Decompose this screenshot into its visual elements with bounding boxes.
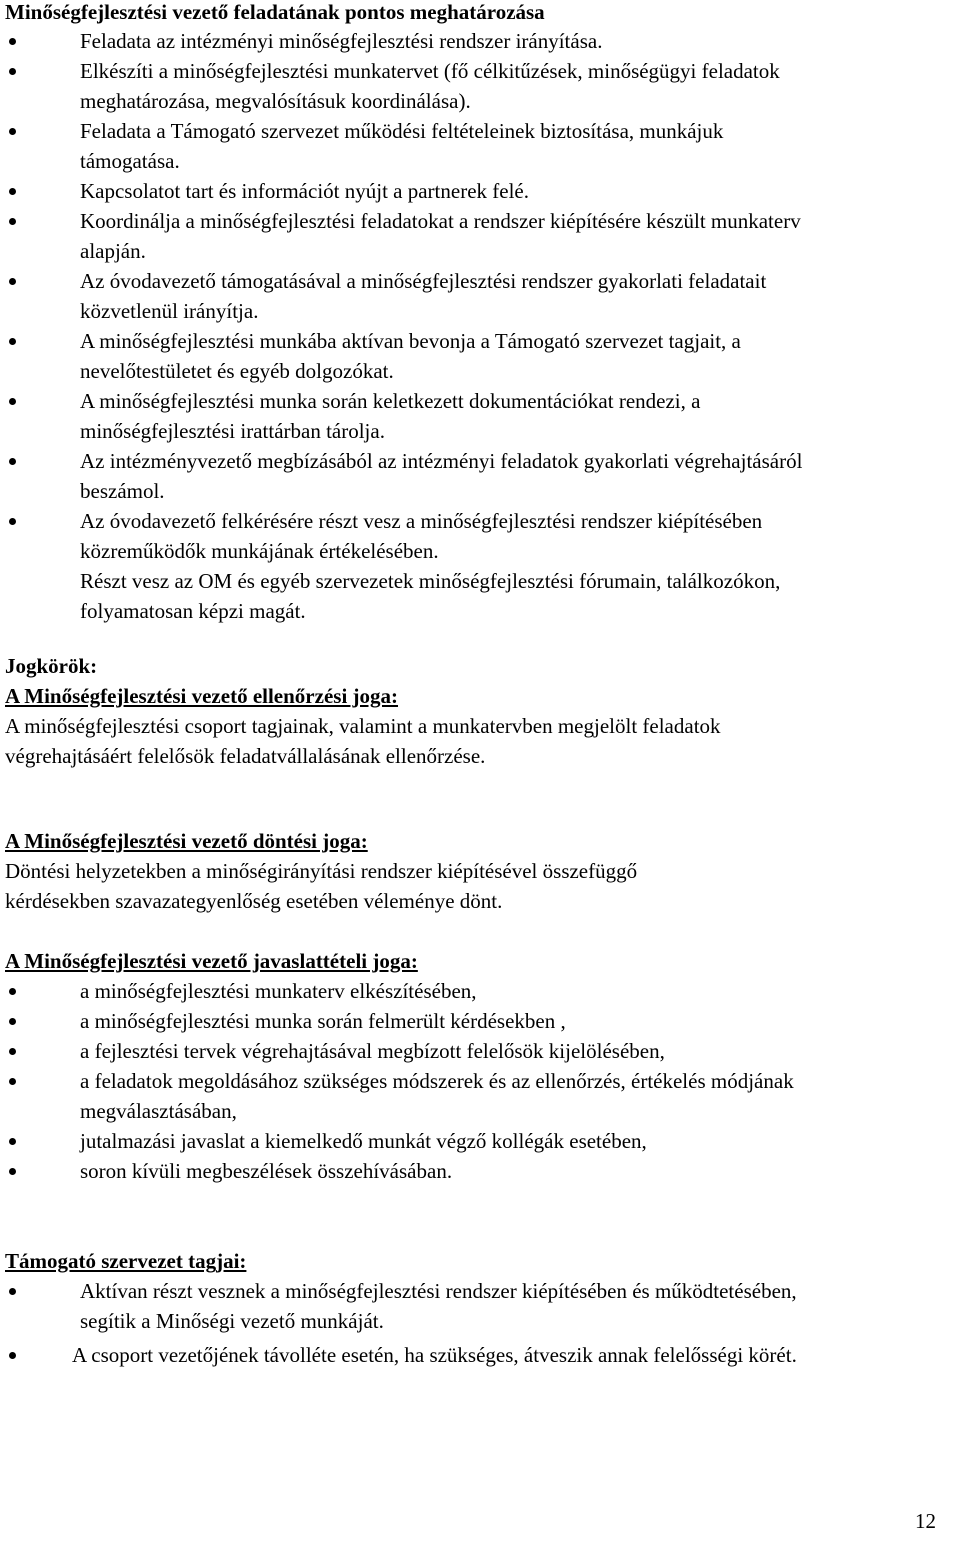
bullet-dot: [9, 188, 16, 195]
bullet-dot: [9, 68, 16, 75]
proposal-item: a minőségfejlesztési munka során felmerült kérdésekben ,: [80, 1009, 566, 1033]
duty-item-continuation: meghatározása, megvalósításuk koordinálása).: [80, 89, 471, 113]
proposal-item: soron kívüli megbeszélések összehívásában.: [80, 1159, 453, 1183]
duty-item-continuation: beszámol.: [80, 479, 165, 503]
bullet-dot: [9, 1138, 16, 1145]
bullet-dot: [9, 278, 16, 285]
proposal-item: a minőségfejlesztési munkaterv elkészítésében,: [80, 979, 477, 1003]
bullet-dot: [9, 988, 16, 995]
support-item: A csoport vezetőjének távolléte esetén, ha szükséges, átveszik annak felelősségi körét.: [72, 1343, 797, 1367]
rights-heading: Jogkörök:: [5, 654, 98, 678]
duty-item: Az óvodavezető támogatásával a minőségfejlesztési rendszer gyakorlati feladatait: [80, 269, 767, 293]
bullet-dot: [9, 128, 16, 135]
duty-item-continuation: minőségfejlesztési irattárban tárolja.: [80, 419, 385, 443]
page-number: 12: [915, 1509, 936, 1533]
duty-item: A minőségfejlesztési munkába aktívan bevonja a Támogató szervezet tagjait, a: [80, 329, 741, 353]
duty-item-continuation: folyamatosan képzi magát.: [80, 599, 306, 623]
duty-item: Az intézményvezető megbízásából az intézményi feladatok gyakorlati végrehajtásáról: [80, 449, 803, 473]
bullet-dot: [9, 218, 16, 225]
support-item-continuation: segítik a Minőségi vezető munkáját.: [80, 1309, 384, 1333]
decision-text-line: Döntési helyzetekben a minőségirányítási rendszer kiépítésével összefüggő: [5, 859, 638, 883]
duty-item: A minőségfejlesztési munka során keletkezett dokumentációkat rendezi, a: [80, 389, 701, 413]
bullet-dot: [9, 338, 16, 345]
bullet-dot: [9, 518, 16, 525]
duty-item-continuation: alapján.: [80, 239, 146, 263]
bullet-dot: [9, 458, 16, 465]
bullet-dot: [9, 38, 16, 45]
duty-item-continuation: nevelőtestületet és egyéb dolgozókat.: [80, 359, 394, 383]
proposal-item: a feladatok megoldásához szükséges módszerek és az ellenőrzés, értékelés módjának: [80, 1069, 794, 1093]
decision-text-line: kérdésekben szavazategyenlőség esetében véleménye dönt.: [5, 889, 503, 913]
main-heading: Minőségfejlesztési vezető feladatának pontos meghatározása: [5, 0, 545, 24]
duty-item: Az óvodavezető felkérésére részt vesz a minőségfejlesztési rendszer kiépítésében: [80, 509, 763, 533]
bullet-dot: [9, 1018, 16, 1025]
support-heading: Támogató szervezet tagjai:: [5, 1249, 247, 1273]
bullet-dot: [9, 1048, 16, 1055]
proposal-item: a fejlesztési tervek végrehajtásával megbízott felelősök kijelölésében,: [80, 1039, 665, 1063]
duty-item: Elkészíti a minőségfejlesztési munkatervet (fő célkitűzések, minőségügyi feladatok: [80, 59, 780, 83]
support-item: Aktívan részt vesznek a minőségfejlesztési rendszer kiépítésében és működtetésében,: [80, 1279, 797, 1303]
bullet-dot: [9, 1078, 16, 1085]
duty-item-continuation: közreműködők munkájának értékelésében.: [80, 539, 439, 563]
duty-item: Kapcsolatot tart és információt nyújt a partnerek felé.: [80, 179, 529, 203]
duty-item-continuation: közvetlenül irányítja.: [80, 299, 259, 323]
bullet-dot: [9, 1352, 16, 1359]
proposal-heading: A Minőségfejlesztési vezető javaslattételi joga:: [5, 949, 418, 973]
duty-item: Részt vesz az OM és egyéb szervezetek minőségfejlesztési fórumain, találkozókon,: [80, 569, 781, 593]
proposal-item-continuation: megválasztásában,: [80, 1099, 237, 1123]
bullet-dot: [9, 398, 16, 405]
duty-item: Feladata a Támogató szervezet működési feltételeinek biztosítása, munkájuk: [80, 119, 724, 143]
duty-item: Koordinálja a minőségfejlesztési feladatokat a rendszer kiépítésére készült munkaterv: [80, 209, 801, 233]
bullet-dot: [9, 1168, 16, 1175]
proposal-item: jutalmazási javaslat a kiemelkedő munkát végző kollégák esetében,: [80, 1129, 647, 1153]
bullet-dot: [9, 1288, 16, 1295]
duty-item: Feladata az intézményi minőségfejlesztési rendszer irányítása.: [80, 29, 603, 53]
control-text-line: A minőségfejlesztési csoport tagjainak, valamint a munkatervben megjelölt feladatok: [5, 714, 721, 738]
decision-heading: A Minőségfejlesztési vezető döntési joga:: [5, 829, 368, 853]
control-text-line: végrehajtásáért felelősök feladatvállalásának ellenőrzése.: [5, 744, 486, 768]
control-heading: A Minőségfejlesztési vezető ellenőrzési joga:: [5, 684, 399, 708]
duty-item-continuation: támogatása.: [80, 149, 180, 173]
